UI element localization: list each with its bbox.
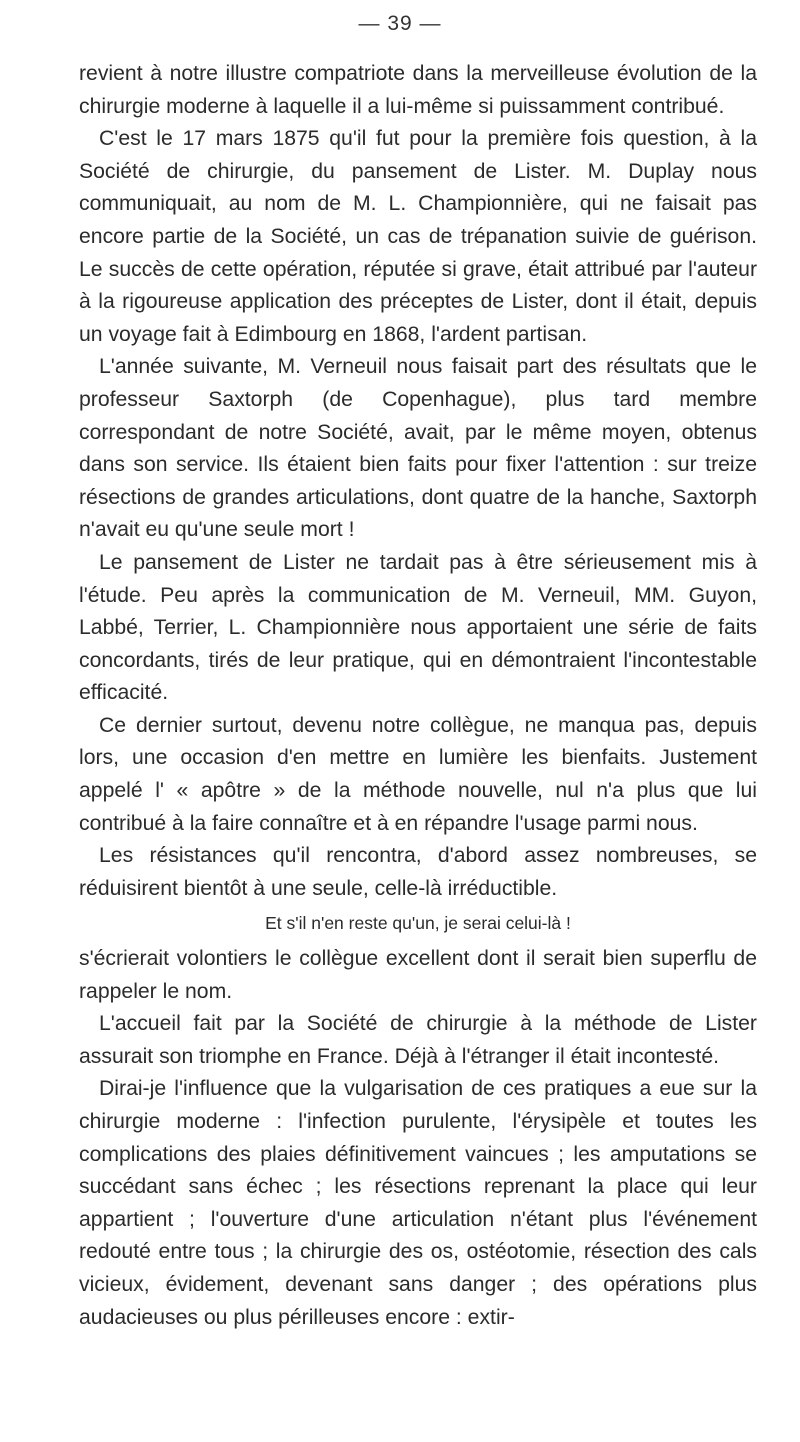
paragraph: L'année suivante, M. Verneuil nous faisait part des résultats que le professeur Saxtorph (de Copenhague), plus tard membre correspondant de notre Société, avait, par le même moyen, obtenus dans son service. Ils étaient bien faits pour fixer l'attention : sur treize résections de grandes articulations, dont quatre de la hanche, Saxtorph n'avait eu qu'une seule mort ! [79,355,757,542]
quotation: Et s'il n'en reste qu'un, je serai celui-là ! [265,913,571,934]
paragraph: Les résistances qu'il rencontra, d'abord assez nombreuses, se réduisirent bientôt à une seule, celle-là irréductible. [79,844,757,900]
paragraph-continued: revient à notre illustre compatriote dans la merveilleuse évolution de la chirurgie moderne à laquelle il a lui-même si puissamment contribué. [79,62,757,118]
page-number: — 39 — [358,12,442,35]
paragraph: C'est le 17 mars 1875 qu'il fut pour la première fois question, à la Société de chirurgie, du pansement de Lister. M. Duplay nous communiquait, au nom de M. L. Championnière, qui ne faisait pas encore partie de la Société, un cas de trépanation suivie de guérison. Le succès de cette opération, réputée si grave, était attribué par l'auteur à la rigoureuse application des préceptes de Lister, dont il était, depuis un voyage fait à Edimbourg en 1868, l'ardent partisan. [79,127,757,346]
paragraph: Le pansement de Lister ne tardait pas à être sérieusement mis à l'étude. Peu après la communication de M. Verneuil, MM. Guyon, Labbé, Terrier, L. Championnière nous apportaient une série de faits concordants, tirés de leur pratique, qui en démontraient l'incontestable efficacité. [79,550,757,705]
body-text [79,58,757,1334]
paragraph: L'accueil fait par la Société de chirurgie à la méthode de Lister assurait son triomphe en France. Déjà à l'étranger il était incontesté. [79,1012,757,1068]
paragraph-after-quote: s'écrierait volontiers le collègue excellent dont il serait bien superflu de rappeler le nom. [79,947,757,1003]
paragraph: Dirai-je l'influence que la vulgarisation de ces pratiques a eue sur la chirurgie moderne : l'infection purulente, l'érysipèle et toutes les complications des plaies définitivement vaincues ; les amputations se succédant sans échec ; les résections reprenant la place qui leur appartient ; l'ouverture d'une articulation n'étant plus l'événement redouté entre tous ; la chirurgie des os, ostéotomie, résection des cals vicieux, évidement, devenant sans danger ; des opérations plus audacieuses ou plus périlleuses encore : extir- [79,1077,757,1329]
paragraph: Ce dernier surtout, devenu notre collègue, ne manqua pas, depuis lors, une occasion d'en mettre en lumière les bienfaits. Justement appelé l' « apôtre » de la méthode nouvelle, nul n'a plus que lui contribué à la faire connaître et à en répandre l'usage parmi nous. [79,713,757,835]
